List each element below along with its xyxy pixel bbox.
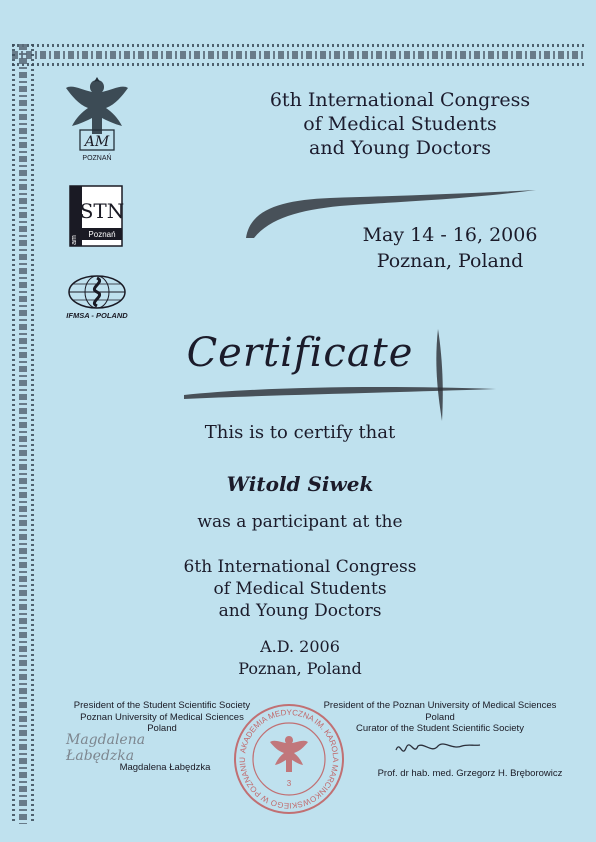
stn-logo-side-text: am bbox=[71, 235, 78, 245]
header-congress-line: and Young Doctors bbox=[309, 137, 491, 159]
right-signatory-line: Curator of the Student Scientific Society bbox=[356, 723, 524, 734]
left-handwritten-signature: Magdalena Łabędzka bbox=[66, 732, 146, 764]
event-date: May 14 - 16, 2006 bbox=[362, 224, 538, 246]
left-signatory-line: President of the Student Scientific Society bbox=[73, 700, 251, 711]
right-signatory-line: President of the Poznan University of Medical Sciences bbox=[323, 700, 557, 711]
stamp-ring-text: AKADEMIA MEDYCZNA IM. KAROLA MARCINKOWSKIEGO W POZNANIU bbox=[237, 707, 341, 811]
header-congress-title bbox=[230, 88, 570, 160]
recipient-name: Witold Siwek bbox=[226, 472, 374, 496]
header-congress-line: 6th International Congress bbox=[269, 89, 531, 111]
left-signatory-line: Poland bbox=[147, 723, 177, 734]
right-signatory-name: Prof. dr hab. med. Grzegorz H. Bręborowicz bbox=[377, 768, 563, 779]
stn-logo-icon bbox=[64, 182, 126, 250]
left-signatory-line: Poznan University of Medical Sciences bbox=[80, 711, 244, 723]
body-congress-line: and Young Doctors bbox=[218, 601, 382, 621]
official-seal-stamp bbox=[232, 702, 346, 816]
eagle-logo-icon bbox=[62, 74, 132, 164]
right-signatory-line: Poland bbox=[425, 711, 455, 723]
body-congress-line: 6th International Congress bbox=[183, 557, 417, 577]
issue-place: Poznan, Poland bbox=[238, 659, 362, 678]
body-congress-line: of Medical Students bbox=[213, 579, 387, 599]
ifmsa-globe-logo-icon bbox=[62, 272, 132, 322]
participant-text: was a participant at the bbox=[197, 512, 403, 532]
am-logo-letters: AM bbox=[84, 134, 110, 150]
stn-logo-letters: STN bbox=[79, 199, 125, 223]
certify-text: This is to certify that bbox=[204, 422, 396, 443]
body-congress-title bbox=[100, 556, 500, 622]
am-logo-city: POZNAŃ bbox=[82, 155, 112, 162]
left-signatory-name: Magdalena Łabędzka bbox=[119, 762, 211, 773]
event-date-block bbox=[330, 222, 570, 274]
stamp-number: 3 bbox=[286, 779, 292, 788]
year-place-block bbox=[100, 636, 500, 680]
ornamental-border-top bbox=[12, 44, 584, 66]
certificate-heading: Certificate bbox=[186, 330, 414, 376]
ornamental-border-left bbox=[12, 44, 34, 824]
ad-year: A.D. 2006 bbox=[260, 637, 340, 656]
stn-logo-city: Poznań bbox=[88, 230, 116, 239]
ifmsa-logo-label: IFMSA - POLAND bbox=[66, 311, 128, 320]
header-congress-line: of Medical Students bbox=[303, 113, 497, 135]
right-handwritten-signature bbox=[392, 732, 482, 762]
event-location: Poznan, Poland bbox=[376, 250, 524, 272]
